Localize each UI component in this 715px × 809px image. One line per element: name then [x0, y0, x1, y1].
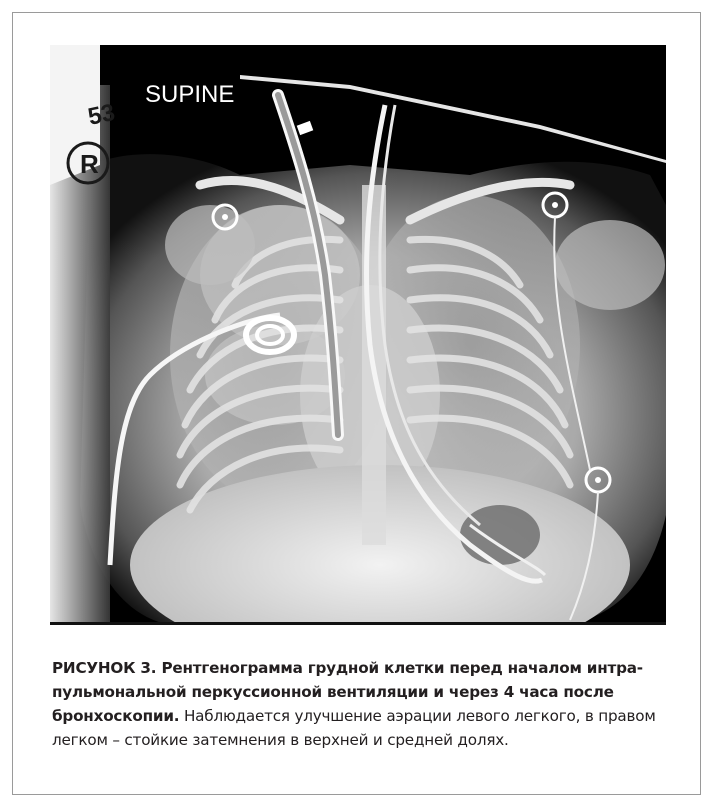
caption-body: Наблюдается улучшение аэрации левого легкого, в правом легком – стойкие затемнения в верхней и средней долях. [52, 707, 656, 749]
marker-side-letter: R [80, 149, 99, 179]
caption-title: РИСУНОК 3. Рентгенограмма грудной клетки перед началом интра-пульмональной перкуссионной вентиляции и через 4 часа после бронхоскопии. [52, 659, 643, 725]
figure-caption [52, 656, 664, 752]
supine-label: SUPINE [145, 81, 235, 108]
marker-number: 53 [85, 98, 118, 131]
xray-graphic [50, 45, 666, 625]
chest-xray-image [50, 45, 666, 625]
